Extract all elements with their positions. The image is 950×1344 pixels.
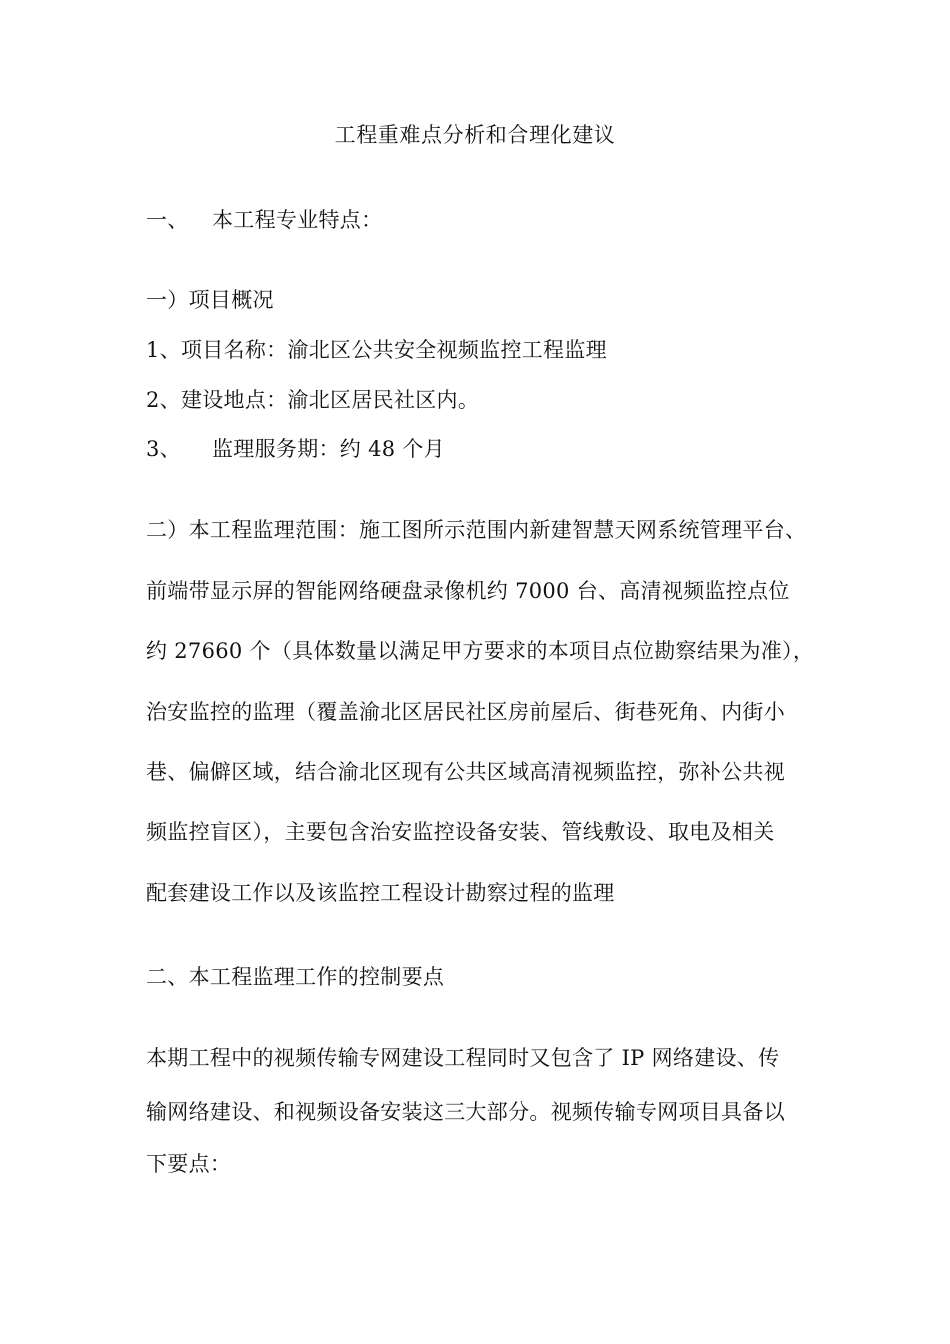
section-heading-text: 本工程专业特点： (212, 208, 383, 232)
item-text: 监理服务期：约 48 个月 (212, 437, 445, 461)
scope-line-7: 配套建设工作以及该监控工程设计勘察过程的监理 (146, 881, 615, 905)
overview-item-1: 1、项目名称：渝北区公共安全视频监控工程监理 (146, 338, 607, 362)
body-line-2: 输网络建设、和视频设备安装这三大部分。视频传输专网项目具备以 (146, 1100, 785, 1124)
document-title: 工程重难点分析和合理化建议 (334, 123, 616, 147)
scope-line-3: 约 27660 个（具体数量以满足甲方要求的本项目点位勘察结果为准）， (146, 639, 815, 663)
overview-heading: 一）项目概况 (146, 288, 274, 312)
overview-item-3 (146, 436, 445, 462)
scope-line-4: 治安监控的监理（覆盖渝北区居民社区房前屋后、街巷死角、内街小 (146, 700, 785, 724)
scope-line-2: 前端带显示屏的智能网络硬盘录像机约 7000 台、高清视频监控点位 (146, 579, 790, 603)
scope-line-1: 二）本工程监理范围：施工图所示范围内新建智慧天网系统管理平台、 (146, 518, 807, 542)
item-marker: 3、 (146, 437, 181, 461)
body-line-3: 下要点： (146, 1152, 232, 1176)
scope-line-5: 巷、偏僻区域，结合渝北区现有公共区域高清视频监控，弥补公共视 (146, 760, 785, 784)
section-heading-2: 二、本工程监理工作的控制要点 (146, 965, 445, 989)
section-marker: 一、 (146, 208, 189, 232)
scope-line-6: 频监控盲区），主要包含治安监控设备安装、管线敷设、取电及相关 (146, 820, 775, 844)
section-heading-1 (146, 207, 382, 233)
overview-item-2: 2、建设地点：渝北区居民社区内。 (146, 388, 480, 412)
body-line-1: 本期工程中的视频传输专网建设工程同时又包含了 IP 网络建设、传 (146, 1046, 780, 1070)
